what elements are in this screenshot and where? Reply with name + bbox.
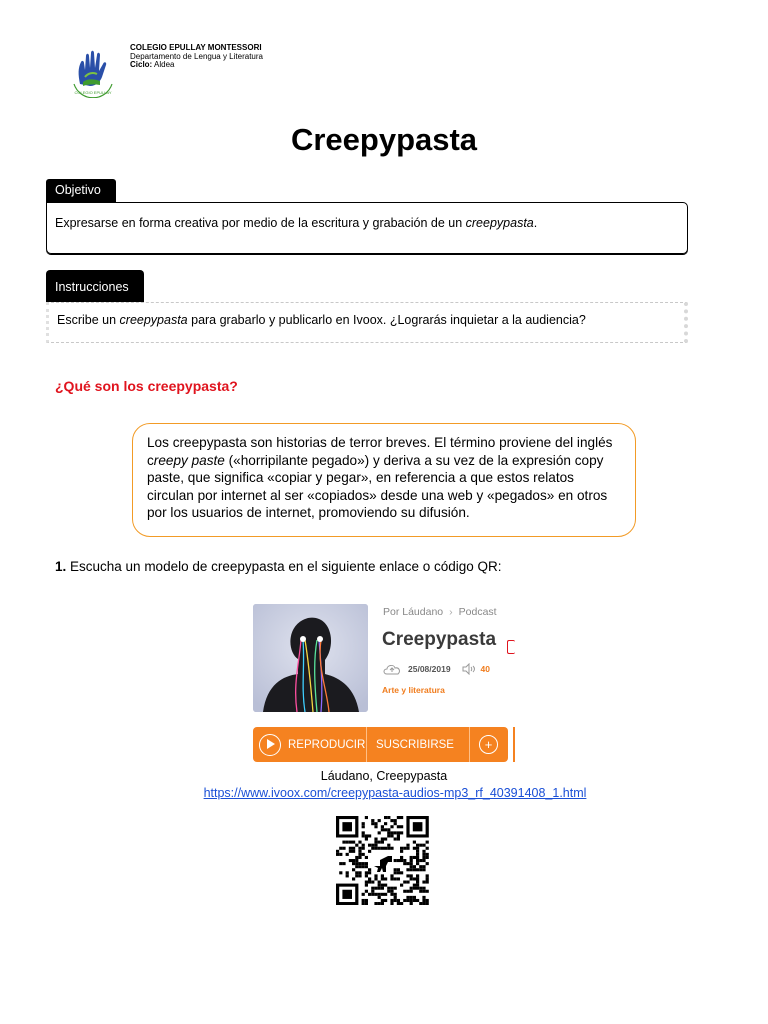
- qr-code[interactable]: [336, 816, 430, 905]
- objetivo-tag: Objetivo: [46, 179, 116, 202]
- objetivo-text: Expresarse en forma creativa por medio de la escritura y grabación de un: [55, 216, 466, 230]
- ivoox-link[interactable]: https://www.ivoox.com/creepypasta-audios-mp3_rf_40391408_1.html: [203, 786, 587, 800]
- instrucciones-term: creepypasta: [119, 313, 188, 327]
- subscribe-label: SUSCRIBIRSE: [376, 738, 454, 751]
- objetivo-term: creepypasta: [465, 216, 534, 230]
- badge-icon: [507, 640, 515, 654]
- step-1: [55, 559, 502, 574]
- instrucciones-tag: Instrucciones: [46, 270, 144, 302]
- podcast-meta: [382, 662, 490, 676]
- department: Departamento de Lengua y Literatura: [130, 51, 263, 61]
- subscribe-button[interactable]: [367, 727, 470, 762]
- step-number: 1.: [55, 559, 67, 574]
- instrucciones-box: [46, 302, 688, 343]
- podcast-date: 25/08/2019: [408, 664, 451, 674]
- step-text: Escucha un modelo de creepypasta en el siguiente enlace o código QR:: [66, 559, 502, 574]
- objetivo-period: .: [533, 216, 538, 230]
- breadcrumb-section[interactable]: Podcast: [458, 606, 497, 618]
- speaker-icon: [461, 663, 477, 675]
- divider: [513, 727, 515, 762]
- instrucciones-text: Escribe un: [57, 313, 120, 327]
- podcast-cover-image[interactable]: [253, 604, 368, 712]
- definition-text: Los creepypasta son historias de terror breves. El término proviene del inglés c: [147, 435, 613, 468]
- dinosaur-icon: [374, 856, 392, 872]
- audio-caption: Láudano, Creepypasta: [320, 769, 448, 783]
- cloud-upload-icon: [382, 663, 402, 675]
- chevron-right-icon: ›: [449, 606, 453, 618]
- section-question: ¿Qué son los creepypasta?: [55, 378, 238, 394]
- school-header: [130, 44, 263, 70]
- play-label: REPRODUCIR: [288, 738, 366, 751]
- podcast-action-bar: [253, 727, 508, 762]
- page-title: Creepypasta: [290, 122, 478, 157]
- school-logo: [66, 44, 120, 98]
- play-count: 40: [480, 664, 491, 674]
- cycle-line: [130, 61, 263, 70]
- play-icon: [259, 734, 281, 756]
- cycle-label: Ciclo:: [130, 60, 153, 69]
- logo-lettering: COLEGIO EPULLAY: [74, 90, 112, 95]
- cycle-value: Aldea: [154, 60, 175, 69]
- breadcrumb-author[interactable]: Por Láudano: [383, 606, 444, 618]
- podcast-title[interactable]: Creepypasta: [382, 629, 497, 650]
- school-name: COLEGIO EPULLAY MONTESSORI: [130, 43, 262, 52]
- definition-text-end: («horripilante pegado») y deriva a su vez de la expresión copy paste, que significa «copiar y pegar», en referencia a que estos relatos circulan por internet al ser «copiados» desde una web y «pegados» en otros por los usuarios de internet, promoviendo su difusión.: [147, 452, 608, 521]
- definition-bubble: [132, 423, 636, 537]
- definition-term: reepy paste: [153, 452, 225, 468]
- breadcrumb: [383, 606, 497, 618]
- instrucciones-text-end: para grabarlo y publicarlo en Ivoox. ¿Lograrás inquietar a la audiencia?: [187, 313, 586, 327]
- podcast-category[interactable]: Arte y literatura: [382, 685, 445, 695]
- add-button[interactable]: +: [479, 735, 498, 754]
- cover-art: [253, 604, 368, 712]
- objetivo-box: [46, 202, 688, 254]
- play-button[interactable]: [253, 727, 367, 762]
